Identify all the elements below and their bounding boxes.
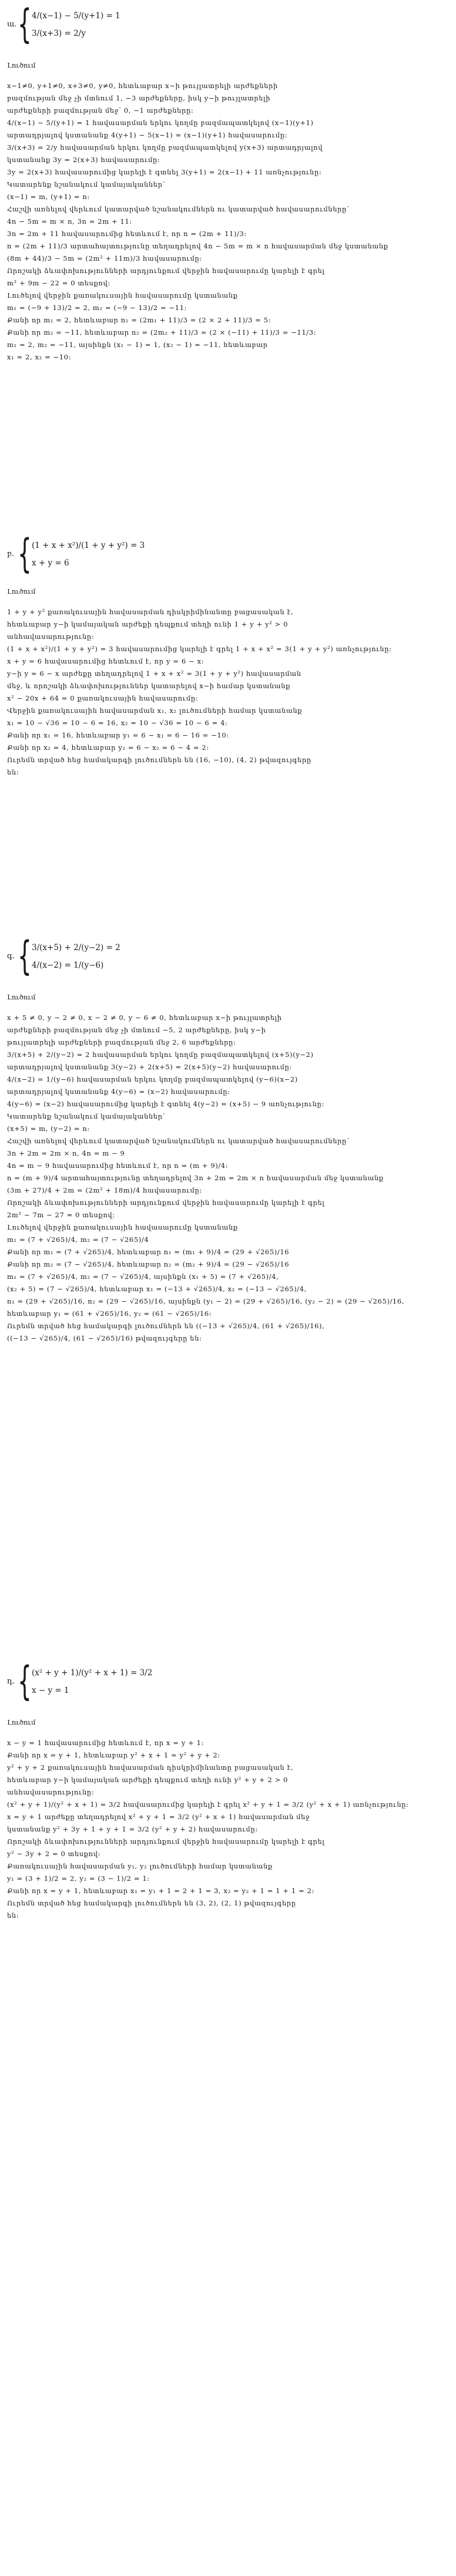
- text-line: 4(y−6) = (x−2) հավասարումից կարելի է գտնել 4(y−2) = (x+5) − 9 առնչությունը։: [7, 1100, 324, 1108]
- brace-icon: {: [18, 1, 32, 48]
- text-line: անհավասարությունը։: [7, 632, 95, 641]
- text-line: m₁ = (7 + √265)/4, m₂ = (7 − √265)/4, այսինքն (x₁ + 5) = (7 + √265)/4,: [7, 1272, 279, 1281]
- text-line: 2m² − 7m − 27 = 0 տեսքով։: [7, 1211, 115, 1219]
- text-line: 4n − 5m = m × n, 3n = 2m + 11։: [7, 217, 132, 225]
- text-line: մեջ, և որոշակի ձևափոխություններ կատարելով x−ի համար կստանանք: [7, 682, 290, 690]
- text-line: m₁ = (7 + √265)/4, m₂ = (7 − √265)/4: [7, 1235, 149, 1244]
- text-line: (x² + y + 1)/(y² + x + 1) = 3/2 հավասարումից կարելի է գրել x² + y + 1 = 3/2 (y² + x + 1) առնչությունը։: [7, 1800, 409, 1809]
- text-line: Որոշակի ձևափոխությունների արդյունքում վերջին հավասարումը կարելի է գրել: [7, 267, 325, 275]
- brace-icon: {: [18, 1658, 32, 1705]
- equation: 3/(x+3) = 2/y: [32, 29, 86, 38]
- equation: x − y = 1: [32, 1686, 69, 1695]
- problem-b: [7, 531, 449, 779]
- equation-system: [7, 1658, 449, 1705]
- text-line: արժեքների բազմության մեջ չի մտնում −5, 2 արժեքները, իսկ y−ի: [7, 1026, 266, 1034]
- text-line: 3/(x+3) = 2/y հավասարման երկու կողմը բազմապատկելով y(x+3) արտադրյալով: [7, 143, 323, 151]
- text-line: Ուրեմն տրված հեց համակարգի լուծումներն են (16, −10), (4, 2) թվազույգերը: [7, 756, 311, 764]
- text-line: Կատարենք նշանակում կամայականներ՝: [7, 1112, 166, 1120]
- text-line: Քանի որ x = y + 1, հետևաբար x₁ = y₁ + 1 = 2 + 1 = 3, x₂ = y₂ + 1 = 1 + 1 = 2։: [7, 1887, 315, 1895]
- text-line: Քանի որ m₂ = (7 − √265)/4, հետևաբար n₂ = (m₂ + 9)/4 = (29 − √265)/16: [7, 1260, 290, 1268]
- text-line: n = (m + 9)/4 արտահայտությունը տեղադրելով 3n + 2m = 2m × n հավասարման մեջ կստանանք: [7, 1174, 384, 1182]
- text-line: m₁ = (−9 + 13)/2 = 2, m₂ = (−9 − 13)/2 = −11։: [7, 304, 187, 312]
- solution-text: [7, 1012, 449, 1345]
- text-line: 4n = m − 9 հավասարումից հետևում է, որ n = (m + 9)/4։: [7, 1161, 229, 1170]
- text-line: y₁ = (3 + 1)/2 = 2, y₂ = (3 − 1)/2 = 1։: [7, 1874, 150, 1883]
- text-line: Հաշվի առնելով վերևում կատարված նշանակումներն ու կատարված հավասարումները՝: [7, 205, 350, 213]
- text-line: m² + 9m − 22 = 0 տեսքով։: [7, 279, 110, 287]
- text-line: ((−13 − √265)/4, (61 − √265)/16) թվազույգերը են։: [7, 1334, 202, 1342]
- brace-icon: {: [18, 933, 32, 979]
- text-line: x − y = 1 հավասարումից հետևում է, որ x = y + 1։: [7, 1739, 204, 1747]
- problem-tag: դ.: [7, 1677, 15, 1686]
- text-line: x−1≠0, y+1≠0, x+3≠0, y≠0, հետևաբար x−ի թույլատրելի արժեքների: [7, 82, 278, 90]
- problem-tag: բ.: [7, 550, 15, 558]
- text-line: x + 5 ≠ 0, y − 2 ≠ 0, x − 2 ≠ 0, y − 6 ≠ 0, հետևաբար x−ի թույլատրելի: [7, 1013, 282, 1022]
- text-line: (x+5) = m, (y−2) = n։: [7, 1124, 90, 1133]
- text-line: x₁ = 10 − √36 = 10 − 6 = 16, x₂ = 10 − √36 = 10 − 6 = 4։: [7, 719, 228, 727]
- text-line: Քանի որ m₁ = 2, հետևաբար n₁ = (2m₁ + 11)/3 = (2 × 2 + 11)/3 = 5։: [7, 316, 271, 324]
- solution-label: Լուծում: [7, 1718, 36, 1726]
- equation: (1 + x + x²)/(1 + y + y²) = 3: [32, 541, 145, 550]
- equation-system: [7, 1, 449, 48]
- text-line: y² − 3y + 2 = 0 տեսքով։: [7, 1850, 101, 1858]
- text-line: 3n = 2m + 11 հավասարումից հետևում է, որ n = (2m + 11)/3։: [7, 230, 247, 238]
- text-line: արտադրյալով կստանանք 3(y−2) + 2(x+5) = 2(x+5)(y−2) հավասարումը։: [7, 1063, 293, 1071]
- text-line: Քանի որ x = y + 1, հետևաբար y² + x + 1 = y² + y + 2։: [7, 1751, 220, 1759]
- problem-c: [7, 933, 449, 1345]
- text-line: են։: [7, 1911, 19, 1920]
- text-line: Հաշվի առնելով վերևում կատարված նշանակումներն ու կատարված հավասարումները՝: [7, 1137, 350, 1145]
- text-line: 3n + 2m = 2m × n, 4n = m − 9: [7, 1149, 125, 1157]
- text-line: Քանի որ x₁ = 16, հետևաբար y₁ = 6 − x₁ = 6 − 16 = −10։: [7, 731, 229, 739]
- problem-tag: ա.: [7, 20, 17, 29]
- equation: x + y = 6: [32, 558, 69, 568]
- text-line: Քանի որ x₂ = 4, հետևաբար y₂ = 6 − x₂ = 6 − 4 = 2։: [7, 743, 209, 752]
- solution-text: [7, 1737, 449, 1922]
- equation: (x² + y + 1)/(y² + x + 1) = 3/2: [32, 1668, 153, 1678]
- text-line: 3/(x+5) + 2/(y−2) = 2 հավասարման երկու կողմը բազմապատկելով (x+5)(y−2): [7, 1050, 314, 1059]
- equation: 4/(x−1) − 5/(y+1) = 1: [32, 11, 120, 21]
- text-line: (8m + 44)/3 − 5m = (2m² + 11m)/3 հավասարումը։: [7, 254, 202, 262]
- solution-label: Լուծում: [7, 587, 36, 595]
- text-line: (x₂ + 5) = (7 − √265)/4, հետևաբար x₁ = (−13 + √265)/4, x₂ = (−13 − √265)/4,: [7, 1285, 307, 1293]
- text-line: Ուրեմն տրված հեց համակարգի լուծումներն են (3, 2), (2, 1) թվազույգերը: [7, 1899, 296, 1907]
- brace-icon: {: [18, 531, 32, 577]
- text-line: Որոշակի ձևափոխությունների արդյունքում վերջին հավասարումը կարելի է գրել: [7, 1837, 325, 1846]
- equation-system: [7, 531, 449, 577]
- text-line: Քանի որ m₁ = (7 + √265)/4, հետևաբար n₁ = (m₁ + 9)/4 = (29 + √265)/16: [7, 1248, 290, 1256]
- text-line: Որոշակի ձևափոխությունների արդյունքում վերջին հավասարումը կարելի է գրել: [7, 1198, 325, 1207]
- problem-a: [7, 1, 449, 363]
- text-line: 4/(x−2) = 1/(y−6) հավասարման երկու կողմը բազմապատկելով (y−6)(x−2): [7, 1075, 298, 1083]
- text-line: հետևաբար y₁ = (61 + √265)/16, y₂ = (61 − √265)/16։: [7, 1309, 212, 1318]
- text-line: Քառակուսային հավասարման y₁, y₂ լուծումների համար կստանանք: [7, 1862, 273, 1870]
- text-line: կստանանք 3y = 2(x+3) հավասարումը։: [7, 156, 160, 164]
- text-line: n = (2m + 11)/3 արտահայտությունը տեղադրելով 4n − 5m = m × n հավասարման մեջ կստանանք: [7, 242, 388, 250]
- text-line: 3y = 2(x+3) հավասարումից կարելի է գտնել 3(y+1) = 2(x−1) + 11 առնչությունը։: [7, 168, 322, 176]
- problem-d: [7, 1658, 449, 1922]
- text-line: բազմության մեջ չի մտնում 1, −3 արժեքները, իսկ y−ի թույլատրելի: [7, 94, 271, 102]
- text-line: հետևաբար y−ի կամայական արժեքի դեպքում տեղի ունի 1 + y + y² > 0: [7, 620, 289, 628]
- text-line: արտադրյալով կստանանք 4(y+1) − 5(x−1) = (x−1)(y+1) հավասարումը։: [7, 131, 288, 139]
- solution-label: Լուծում: [7, 61, 36, 69]
- text-line: արտադրյալով կստանանք 4(y−6) = (x−2) հավասարումը։: [7, 1087, 230, 1096]
- text-line: m₁ = 2, m₂ = −11, այսինքն (x₁ − 1) = 1, (x₂ − 1) = −11, հետևաբար: [7, 341, 268, 349]
- text-line: 4/(x−1) − 5/(y+1) = 1 հավասարման երկու կողմը բազմապատկելով (x−1)(y+1): [7, 119, 314, 127]
- text-line: x₁ = 2, x₂ = −10։: [7, 353, 72, 361]
- equation: 3/(x+5) + 2/(y−2) = 2: [32, 943, 120, 952]
- equation: 4/(x−2) = 1/(y−6): [32, 961, 104, 970]
- text-line: 1 + y + y² քառակուսային հավասարման դիսկրիմինանտը բացասական է,: [7, 608, 294, 616]
- text-line: (x−1) = m, (y+1) = n։: [7, 193, 90, 201]
- solution-label: Լուծում: [7, 993, 36, 1001]
- text-line: (1 + x + x²)/(1 + y + y²) = 3 հավասարումից կարելի է գրել 1 + x + x² = 3(1 + y + y²) առնչությունը։: [7, 645, 392, 653]
- text-line: Վերջին քառակուսային հավասարման x₁, x₂ լուծումների համար կստանանք: [7, 706, 303, 715]
- text-line: անհավասարությունը։: [7, 1788, 95, 1796]
- problem-tag: գ.: [7, 952, 15, 961]
- text-line: Կատարենք նշանակում կամայականներ՝: [7, 180, 166, 188]
- text-line: x = y + 1 արժեքը տեղադրելով x² + y + 1 = 3/2 (y² + x + 1) հավասարման մեջ: [7, 1813, 310, 1821]
- text-line: (3m + 27)/4 + 2m = (2m² + 18m)/4 հավասարումը։: [7, 1186, 202, 1194]
- text-line: արժեքների բազմության մեջ՝ 0, −1 արժեքները։: [7, 106, 194, 115]
- text-line: y² + y + 2 քառակուսային հավասարման դիսկրիմինանտը բացասական է,: [7, 1763, 294, 1772]
- text-line: n₁ = (29 + √265)/16, n₂ = (29 − √265)/16, այսինքն (y₁ − 2) = (29 + √265)/16, (y₂ − 2) = (29 − √265)/16,: [7, 1297, 405, 1305]
- solution-text: [7, 80, 449, 363]
- text-line: Քանի որ m₂ = −11, հետևաբար n₂ = (2m₂ + 11)/3 = (2 × (−11) + 11)/3 = −11/3։: [7, 328, 317, 336]
- text-line: կստանանք y² + 3y + 1 + y + 1 = 3/2 (y² + y + 2) հավասարումը։: [7, 1825, 258, 1833]
- text-line: y−ի y = 6 − x արժեքը տեղադրելով 1 + x + x² = 3(1 + y + y²) հավասարման: [7, 669, 301, 678]
- text-line: են։: [7, 768, 19, 776]
- text-line: հետևաբար y−ի կամայական արժեքի դեպքում տեղի ունի y² + y + 2 > 0: [7, 1776, 289, 1784]
- text-line: թույլատրելի արժեքների բազմության մեջ 2, 6 արժեքները։: [7, 1038, 236, 1046]
- text-line: x² − 20x + 64 = 0 քառակուսային հավասարումը։: [7, 694, 199, 702]
- equation-system: [7, 933, 449, 979]
- text-line: x + y = 6 հավասարումից հետևում է, որ y = 6 − x։: [7, 657, 204, 665]
- text-line: Լուծելով վերջին քառակուսային հավասարումը կստանանք: [7, 291, 238, 299]
- text-line: Ուրեմն տրված հեց համակարգի լուծումներն են ((−13 + √265)/4, (61 + √265)/16),: [7, 1322, 325, 1330]
- text-line: Լուծելով վերջին քառակուսային հավասարումը կստանանք: [7, 1223, 238, 1231]
- solution-text: [7, 606, 449, 779]
